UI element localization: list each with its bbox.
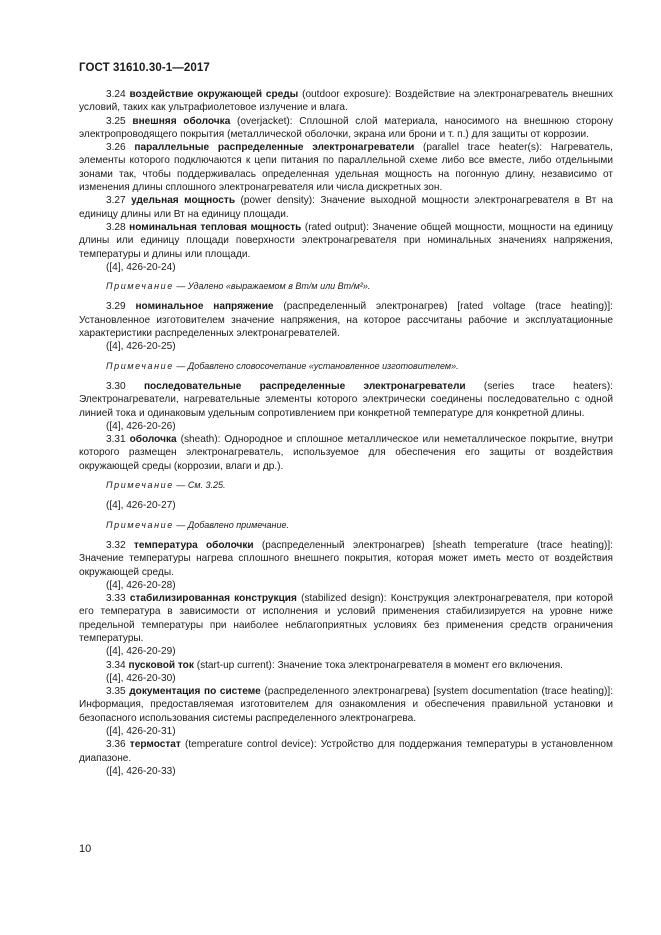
source-reference: ([4], 426-20-25) (106, 341, 176, 353)
term: последовательные распределенные электронагреватели (143, 380, 466, 392)
definition-paragraph (79, 221, 613, 261)
term: оболочка (129, 434, 177, 446)
definition-text: (series trace heaters): Электронагреватели, нагревательные элементы которого электрически соединены последовательно с одной линией тока и одинаковым удельным сопротивлением при конкретной температуре для конкретной длины. (79, 380, 613, 419)
note-text: — Добавлено словосочетание «установленное изготовителем». (176, 360, 459, 371)
source-reference: ([4], 426-20-29) (106, 646, 176, 658)
definition-text: (start-up current): Значение тока электронагревателя в момент его включения. (196, 659, 563, 671)
note (79, 360, 613, 373)
source-reference: ([4], 426-20-33) (106, 765, 176, 777)
definition-paragraph (79, 738, 613, 765)
clause-number: 3.34 (106, 659, 126, 671)
clause-number: 3.29 (106, 301, 126, 313)
definition-paragraph (79, 592, 613, 645)
definition-paragraph (79, 380, 613, 420)
note-text: — См. 3.25. (176, 480, 226, 491)
clause-number: 3.25 (106, 115, 126, 127)
definition-paragraph (79, 300, 613, 340)
clause-number: 3.30 (106, 380, 126, 392)
definition-paragraph (79, 659, 613, 672)
definition-text: (outdoor exposure): Воздействие на электронагреватель внешних условий, таких как ультрафиолетовое излучение и влага. (79, 89, 614, 114)
term: термостат (129, 739, 181, 751)
clause-number: 3.24 (106, 89, 126, 100)
clause-number: 3.28 (106, 221, 126, 233)
definition-text: (sheath): Однородное и сплошное металлическое или неметаллическое покрытие, внутри которого размещен электронагреватель, используемое для обеспечения его защиты от воздействия окружающей среды (коррозии, влаги и др.). (79, 434, 614, 472)
term: пусковой ток (128, 659, 194, 671)
term: удельная мощность (131, 195, 236, 207)
note-text: — Удалено «выражаемом в Вт/м или Вт/м²». (176, 281, 371, 292)
term: номинальное напряжение (135, 301, 274, 313)
term: документация по системе (129, 686, 261, 698)
term: внешняя оболочка (132, 115, 231, 127)
note-label: Примечание (106, 360, 174, 371)
term: параллельные распределенные электронагреватели (134, 142, 415, 154)
source-reference: ([4], 426-20-30) (106, 672, 176, 684)
definition-paragraph (79, 433, 613, 473)
clause-number: 3.31 (106, 434, 126, 446)
note (79, 479, 613, 492)
term: воздействие окружающей среды (129, 89, 299, 100)
clause-number: 3.26 (106, 142, 126, 154)
page-number: 10 (79, 843, 92, 855)
definition-paragraph (79, 194, 613, 221)
definition-paragraph (79, 141, 613, 194)
clause-number: 3.36 (106, 739, 126, 751)
note-text: — Добавлено примечание. (176, 519, 289, 530)
term: номинальная тепловая мощность (129, 221, 302, 233)
definition-paragraph (79, 88, 613, 115)
definition-paragraph (79, 539, 613, 579)
definition-text: (overjacket): Сплошной слой материала, наносимого на внешнюю сторону электропроводящего покрытия (металлической оболочки, экрана или брони и т. п.) для защиты от коррозии. (79, 115, 614, 140)
note-label: Примечание (106, 480, 174, 491)
definition-text: (rated output): Значение общей мощности, мощности на единицу длины или единицу площади поверхности электронагревателя при номинальных значениях напряжения, температуры и длины или площади. (79, 221, 613, 260)
definition-paragraph (79, 685, 613, 725)
clause-number: 3.33 (106, 593, 126, 605)
definition-text: (распределенный электронагрев) [rated voltage (trace heating)]: Установленное изготовителем значение напряжения, на которое рассчитаны рабочие и эксплуатационные характеристики распределенных электронагревателей. (79, 301, 613, 340)
document-body (79, 88, 613, 778)
definition-text: (stabilized design): Конструкция электронагревателя, при которой его температура в зависимости от исполнения и условий применения стабилизируется на уровне ниже предельной температуры при наиболее неблагоприятных условиях без применения средств ограничения температуры. (79, 593, 613, 644)
definition-text: (распределенный электронагрев) [sheath temperature (trace heating)]: Значение температуры нагрева сплошного внешнего покрытия, которая может иметь место от воздействия окружающей среды. (79, 539, 613, 578)
source-reference: ([4], 426-20-26) (106, 420, 176, 432)
definition-paragraph (79, 115, 613, 142)
term: стабилизированная конструкция (129, 593, 297, 605)
document-header: ГОСТ 31610.30-1—2017 (79, 62, 210, 74)
clause-number: 3.35 (106, 686, 126, 698)
clause-number: 3.32 (106, 539, 126, 551)
clause-number: 3.27 (106, 195, 126, 207)
definition-text: (temperature control device): Устройство для поддержания температуры в установленном диапазоне. (79, 739, 613, 764)
source-reference: ([4], 426-20-28) (106, 579, 176, 591)
note-label: Примечание (106, 519, 174, 530)
note-label: Примечание (106, 281, 174, 292)
definition-text: (распределенного электронагрева) [system documentation (trace heating)]: Информация, предоставляемая изготовителем для ознакомления и обеспечения правильной установки и безопасного использования системы распределенного электронагрева. (79, 686, 613, 724)
note (79, 519, 613, 532)
definition-text: (parallel trace heater(s): Нагреватель, элементы которого подключаются к цепи питания по параллельной схеме либо все вместе, либо отдельными зонами так, чтобы поддерживалась определенная удельная мощность на погонную длину, независимо от изменения длины сплошного электронагревателя или числа дискретных зон. (79, 142, 613, 194)
source-reference: ([4], 426-20-31) (106, 726, 176, 738)
note (79, 280, 613, 293)
source-reference: ([4], 426-20-27) (106, 500, 176, 512)
definition-text: (power density): Значение выходной мощности электронагревателя в Вт на единицу длины или Вт на единицу площади. (79, 195, 613, 220)
source-reference: ([4], 426-20-24) (106, 261, 176, 273)
term: температура оболочки (133, 539, 254, 551)
